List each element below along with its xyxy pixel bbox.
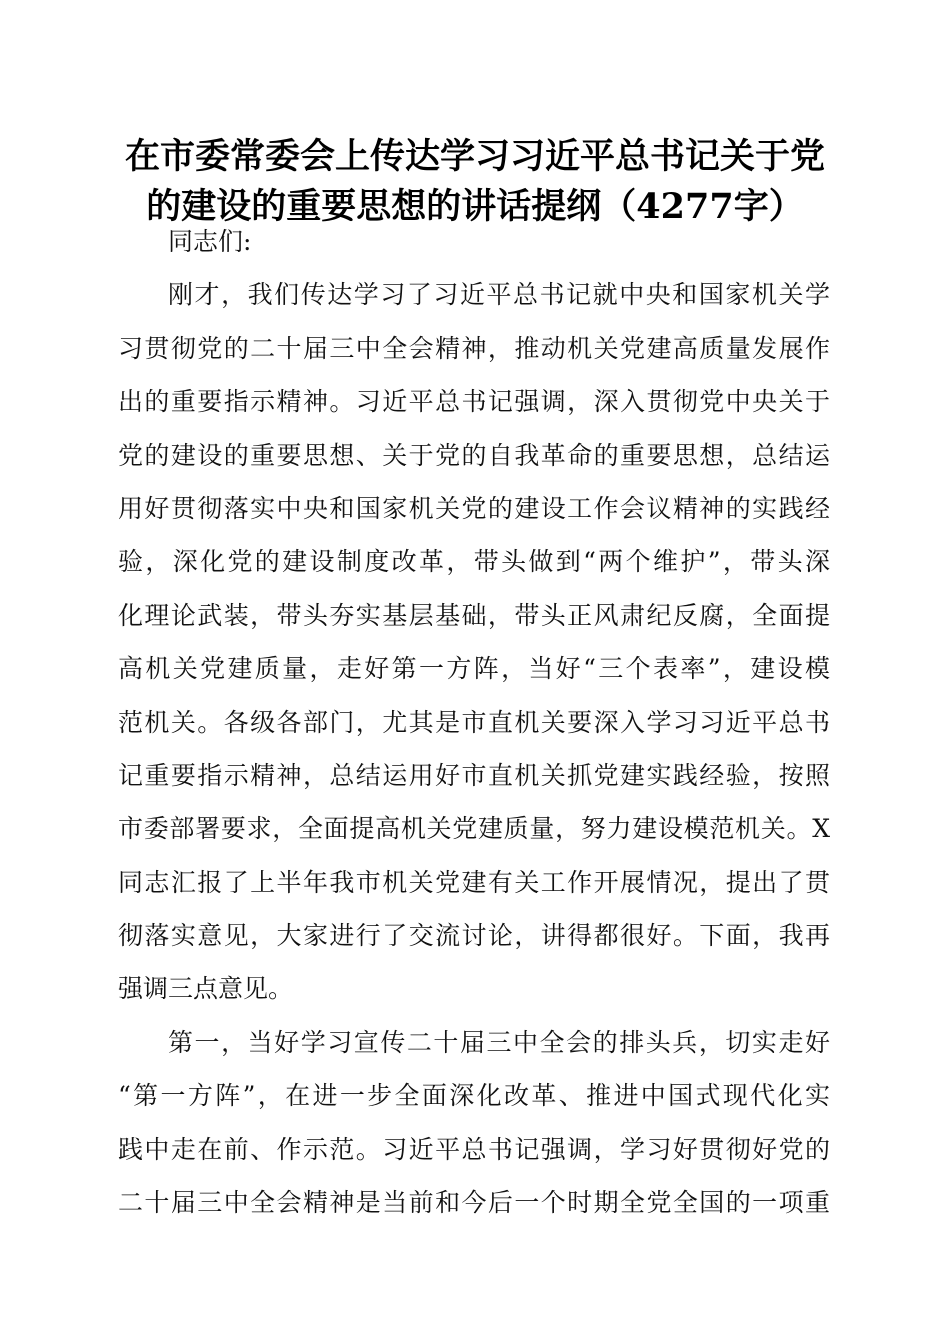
paragraph-2-line: 践中走在前、作示范。习近平总书记强调，学习好贯彻好党的 bbox=[118, 1134, 830, 1164]
paragraph-1-line: 范机关。各级各部门，尤其是市直机关要深入学习习近平总书 bbox=[118, 707, 830, 737]
paragraph-1-line: 刚才，我们传达学习了习近平总书记就中央和国家机关学 bbox=[168, 280, 830, 310]
paragraph-1-line: 化理论武装，带头夯实基层基础，带头正风肃纪反腐，全面提 bbox=[118, 600, 830, 630]
paragraph-1-line: 用好贯彻落实中央和国家机关党的建设工作会议精神的实践经 bbox=[118, 493, 830, 523]
paragraph-2-line: 二十届三中全会精神是当前和今后一个时期全党全国的一项重 bbox=[118, 1188, 830, 1218]
paragraph-1-line: 记重要指示精神，总结运用好市直机关抓党建实践经验，按照 bbox=[118, 760, 830, 790]
paragraph-1-line: 同志汇报了上半年我市机关党建有关工作开展情况，提出了贯 bbox=[118, 867, 830, 897]
paragraph-1-line: 高机关党建质量，走好第一方阵，当好“三个表率”，建设模 bbox=[118, 654, 830, 684]
paragraph-1-line: 习贯彻党的二十届三中全会精神，推动机关党建高质量发展作 bbox=[118, 333, 830, 363]
paragraph-1-line: 强调三点意见。 bbox=[118, 974, 294, 1004]
salutation: 同志们: bbox=[168, 227, 252, 256]
paragraph-1-line: 验，深化党的建设制度改革，带头做到“两个维护”，带头深 bbox=[118, 547, 830, 577]
title-line-1: 在市委常委会上传达学习习近平总书记关于党 bbox=[124, 136, 825, 177]
paragraph-1-line: 党的建设的重要思想、关于党的自我革命的重要思想，总结运 bbox=[118, 440, 830, 470]
paragraph-1-line: 市委部署要求，全面提高机关党建质量，努力建设模范机关。X bbox=[118, 814, 830, 844]
paragraph-2-line: “第一方阵”，在进一步全面深化改革、推进中国式现代化实 bbox=[118, 1081, 830, 1111]
paragraph-1-line: 出的重要指示精神。习近平总书记强调，深入贯彻党中央关于 bbox=[118, 387, 830, 417]
title-line-2: 的建设的重要思想的讲话提纲（4277字） bbox=[146, 186, 804, 227]
paragraph-1-line: 彻落实意见，大家进行了交流讨论，讲得都很好。下面，我再 bbox=[118, 921, 830, 951]
document-body bbox=[118, 215, 830, 1229]
paragraph-2-line: 第一，当好学习宣传二十届三中全会的排头兵，切实走好 bbox=[168, 1027, 830, 1057]
